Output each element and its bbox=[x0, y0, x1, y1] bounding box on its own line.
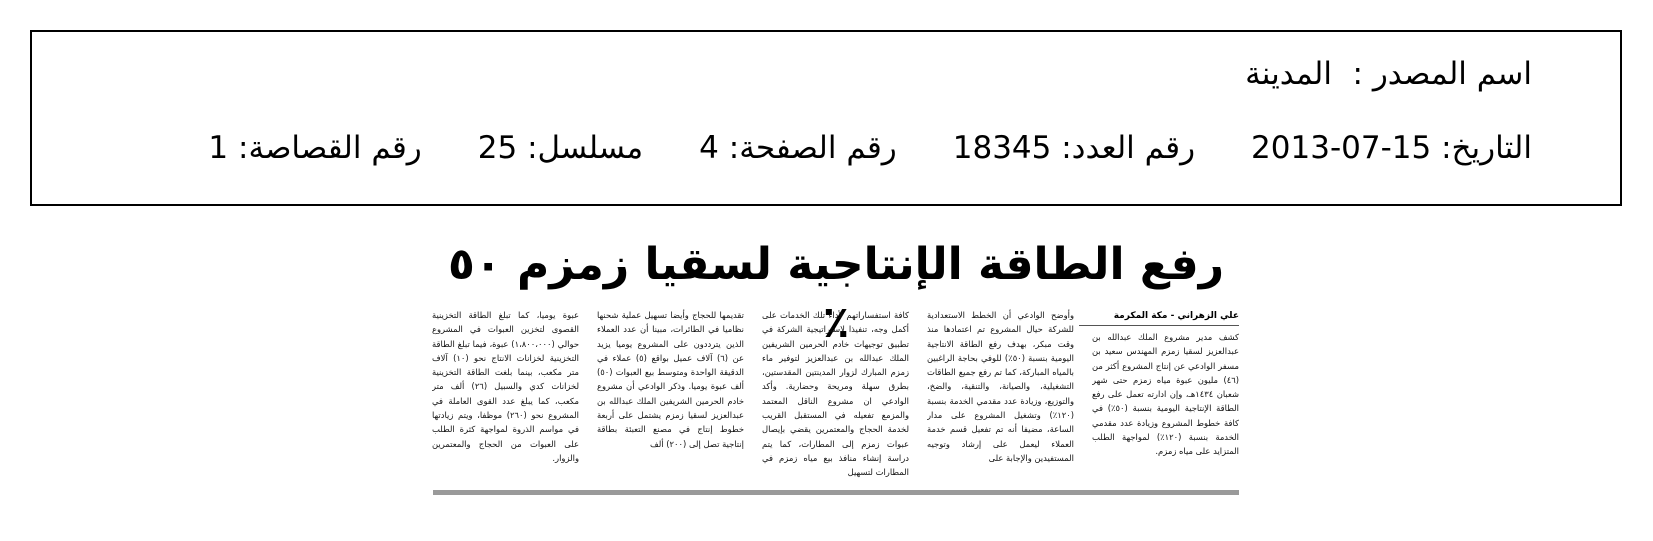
newspaper-clipping bbox=[433, 236, 1239, 498]
source-value: المدينة bbox=[1245, 56, 1332, 92]
date-field bbox=[1251, 128, 1532, 168]
article-column-5: عبوة يوميا، كما تبلغ الطاقة التخزينية القصوى لتخزين العبوات في المشروع حوالي (١،٨٠٠،٠٠٠) عبوة، فيما تبلغ الطاقة التخزينية لخزانات الانتاج نحو (١٠) آلاف متر مكعب، بينما بلغت الطاقة التخزينية لخزانات كدي والسبيل (٢٦) ألف متر مكعب، كما يبلغ عدد القوى العاملة في المشروع نحو (٢٦٠) موظفا، ويتم زيادتها في مواسم الذروة لمواجهة كثرة الطلب على العبوات من الحجاج والمعتمرين والزوار. bbox=[432, 310, 579, 463]
article-body bbox=[433, 308, 1239, 488]
clip-label: رقم القصاصة: bbox=[238, 130, 422, 166]
details-row bbox=[208, 128, 1532, 168]
serial-field bbox=[478, 128, 643, 168]
article-column-2: وأوضح الوادعي أن الخطط الاستعدادية للشركة حيال المشروع تم اعتمادها منذ وقت مبكر، بهدف رفع الطاقة الانتاجية اليومية بنسبة (٥٠٪) للوفي بحاجة الراغبين بالمياه المباركة، كما تم رفع جميع الطاقات التشغيلية، والصيانة، والتنقية، والضخ، والتوزيع، وزيادة عدد مقدمي الخدمة بنسبة (١٢٠٪) وتشغيل المشروع على مدار الساعة، مضيفا أنه تم تفعيل قسم خدمة العملاء ليعمل على إرشاد وتوجيه المستفيدين والإجابة على bbox=[927, 310, 1074, 463]
article-column-4: تقديمها للحجاج وأيضا تسهيل عملية شحنها نظاميا في الطائرات، مبينا أن عدد العملاء الذين يترددون على المشروع يوميا يزيد عن (٦) آلاف عميل بواقع (٥) عملاء في الدقيقة الواحدة ومتوسط بيع العبوات (٥٠) ألف عبوة يوميا. وذكر الوادعي أن مشروع خادم الحرمين الشريفين الملك عبدالله بن عبدالعزيز لسقيا زمزم يشتمل على أربعة خطوط إنتاج في مصنع التعبئة بطاقة إنتاجية تصل إلى (٢٠٠) ألف bbox=[597, 310, 744, 449]
article-byline: علي الزهراني - مكة المكرمة bbox=[1079, 309, 1239, 326]
source-label: اسم المصدر : bbox=[1352, 56, 1532, 92]
article-column-1: كشف مدير مشروع الملك عبدالله بن عبدالعزيز لسقيا زمزم المهندس سعيد بن مسفر الوادعي عن إنتاج المشروع أكثر من (٤٦) مليون عبوة مياه زمزم حتى شهر شعبان ١٤٣٤هـ، وإن ادارته تعمل على رفع الطاقة الإنتاجية اليومية بنسبة (٥٠٪) في كافة خطوط المشروع وزيادة عدد مقدمي الخدمة بنسبة (١٢٠٪) لمواجهة الطلب المتزايد على مياه زمزم. bbox=[1092, 332, 1239, 457]
page-field bbox=[699, 128, 897, 168]
date-label: التاريخ: bbox=[1441, 130, 1532, 166]
date-value: 2013-07-15 bbox=[1251, 130, 1432, 166]
serial-label: مسلسل: bbox=[527, 130, 644, 166]
issue-label: رقم العدد: bbox=[1061, 130, 1196, 166]
article-headline: رفع الطاقة الإنتاجية لسقيا زمزم ٥٠ ٪ bbox=[447, 239, 1225, 348]
article-column-3: كافة استفساراتهم لأداء تلك الخدمات على أكمل وجه، تنفيذا لاستراتيجية الشركة في تطبيق توجيهات خادم الحرمين الشريفين الملك عبدالله بن عبدالعزيز لتوفير ماء زمزم المبارك لزوار المدينتين المقدستين، بطرق سهلة ومريحة وحضارية. وأكد الوادعي ان مشروع الناقل المعتمد والمزمع تفعيله في المستقبل القريب لخدمة الحجاج والمعتمرين يقضي بإيصال عبوات زمزم إلى المطارات، كما يتم دراسة إنشاء منافذ بيع مياه زمزم في المطارات لتسهيل bbox=[762, 310, 909, 478]
page-label: رقم الصفحة: bbox=[728, 130, 897, 166]
issue-value: 18345 bbox=[952, 130, 1052, 166]
bottom-rule bbox=[433, 490, 1239, 495]
clip-value: 1 bbox=[208, 130, 229, 166]
issue-field bbox=[953, 128, 1195, 168]
metadata-box bbox=[30, 30, 1622, 206]
page-value: 4 bbox=[699, 130, 719, 166]
serial-value: 25 bbox=[477, 130, 518, 166]
source-row bbox=[1245, 54, 1532, 94]
clip-field bbox=[208, 128, 421, 168]
